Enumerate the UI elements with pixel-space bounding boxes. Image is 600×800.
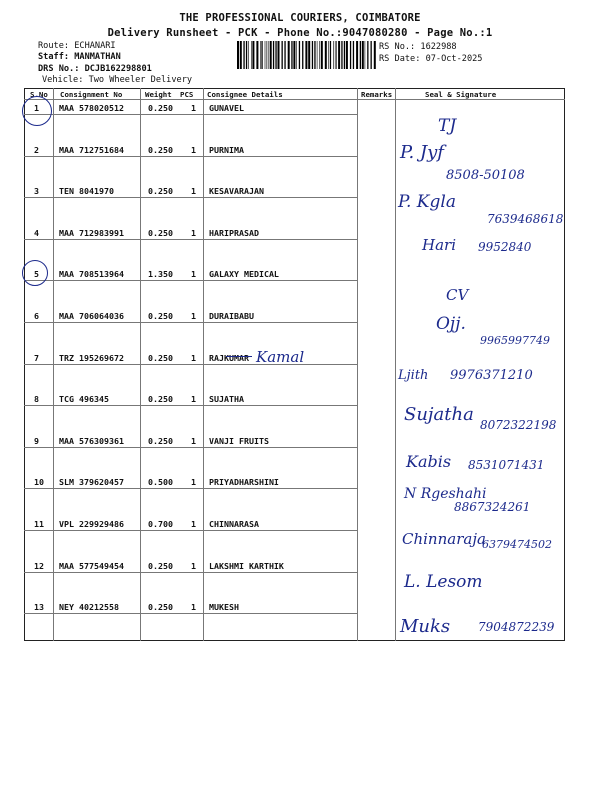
- cell-sno: 7: [34, 352, 39, 363]
- cell-sno: 6: [34, 311, 39, 321]
- phone-row13: 7904872239: [478, 620, 555, 634]
- cell-consignment: MAA 708513964: [59, 269, 124, 280]
- cell-consignment: TCG 496345: [59, 394, 109, 405]
- cell-consignee: HARIPRASAD: [209, 227, 259, 238]
- phone-row9: 8531071431: [468, 458, 545, 472]
- signature-row6: Ojj.: [436, 314, 466, 334]
- cell-weight: 0.250: [148, 602, 173, 613]
- cell-consignment: MAA 577549454: [59, 560, 124, 571]
- cell-consignee: PURNIMA: [209, 144, 244, 155]
- cell-weight: 1.350: [148, 269, 173, 280]
- cell-pcs: 1: [191, 227, 196, 238]
- signature-row4: Hari: [422, 236, 456, 254]
- signature-row8: Sujatha: [404, 404, 474, 425]
- header-remarks: Remarks: [361, 90, 393, 99]
- cell-consignee: PRIYADHARSHINI: [209, 477, 279, 488]
- cell-weight: 0.250: [148, 103, 173, 113]
- staff-label: Staff: MANMATHAN: [38, 52, 121, 62]
- cell-pcs: 1: [191, 435, 196, 446]
- cell-consignment: MAA 712751684: [59, 144, 124, 155]
- phone-row8: 8072322198: [480, 418, 557, 432]
- phone-row3: 7639468618: [487, 212, 564, 226]
- cell-pcs: 1: [191, 103, 196, 113]
- signature-row13: Muks: [400, 616, 451, 637]
- phone-row10: 8867324261: [454, 500, 531, 514]
- cell-weight: 0.250: [148, 186, 173, 197]
- header-weight: Weight: [145, 90, 172, 99]
- cell-pcs: 1: [191, 602, 196, 613]
- handwriting-row1: TJ: [438, 116, 457, 136]
- signature-row2: P. Jyf: [400, 142, 444, 163]
- phone-row6: 9965997749: [480, 334, 550, 347]
- cell-sno: 13: [34, 602, 44, 613]
- signature-row10: N Rgeshahi: [404, 486, 487, 502]
- cell-pcs: 1: [191, 311, 196, 321]
- cell-consignment: MAA 706064036: [59, 311, 124, 321]
- cell-sno: 10: [34, 477, 44, 488]
- ink-circle-row-5: [22, 260, 48, 286]
- cell-consignee: RAJKUMAR: [209, 352, 249, 363]
- signature-row7: Ljith: [398, 368, 429, 383]
- cell-consignee: MUKESH: [209, 602, 239, 613]
- cell-consignee: CHINNARASA: [209, 519, 259, 529]
- cell-sno: 11: [34, 519, 44, 529]
- cell-consignee: DURAIBABU: [209, 311, 254, 321]
- cell-consignment: MAA 576309361: [59, 435, 124, 446]
- cell-consignee: KESAVARAJAN: [209, 186, 264, 197]
- rs-date: RS Date: 07-Oct-2025: [379, 54, 483, 64]
- cell-weight: 0.250: [148, 394, 173, 405]
- signature-row9: Kabis: [406, 452, 452, 471]
- cell-weight: 0.250: [148, 560, 173, 571]
- ink-strike-row-7: [226, 356, 252, 357]
- cell-weight: 0.250: [148, 352, 173, 363]
- cell-consignment: NEY 40212558: [59, 602, 119, 613]
- runsheet-subtitle: Delivery Runsheet - PCK - Phone No.:9047080280 - Page No.:1: [107, 27, 493, 39]
- cell-weight: 0.250: [148, 311, 173, 321]
- drs-number: DRS No.: DCJB162298801: [38, 64, 152, 74]
- cell-sno: 9: [34, 435, 39, 446]
- cell-pcs: 1: [191, 477, 196, 488]
- cell-consignee: SUJATHA: [209, 394, 244, 405]
- phone-row4: 9952840: [478, 240, 532, 254]
- rs-number: RS No.: 1622988: [379, 42, 457, 52]
- cell-sno: 1: [34, 103, 39, 113]
- cell-consignee: LAKSHMI KARTHIK: [209, 560, 284, 571]
- vehicle-label: Vehicle: Two Wheeler Delivery: [42, 75, 193, 85]
- signature-row12: L. Lesom: [404, 572, 483, 592]
- cell-weight: 0.250: [148, 435, 173, 446]
- cell-consignment: MAA 712983991: [59, 227, 124, 238]
- cell-consignee: GUNAVEL: [209, 103, 244, 113]
- phone-row2: 8508-50108: [446, 168, 525, 183]
- cell-sno: 5: [34, 269, 39, 280]
- cell-weight: 0.700: [148, 519, 173, 529]
- handwriting-row5: CV: [446, 286, 469, 304]
- signature-row11: Chinnaraja: [402, 530, 486, 548]
- phone-row7: 9976371210: [450, 368, 533, 383]
- cell-sno: 2: [34, 144, 39, 155]
- header-pcs: PCS: [180, 90, 194, 99]
- cell-sno: 12: [34, 560, 44, 571]
- cell-weight: 0.250: [148, 144, 173, 155]
- cell-pcs: 1: [191, 352, 196, 363]
- cell-consignee: VANJI FRUITS: [209, 435, 269, 446]
- header-sno: S.No: [30, 90, 48, 99]
- cell-consignment: VPL 229929486: [59, 519, 124, 529]
- cell-pcs: 1: [191, 519, 196, 529]
- header-consignee: Consignee Details: [207, 90, 283, 99]
- cell-consignment: SLM 379620457: [59, 477, 124, 488]
- route-label: Route: ECHANARI: [38, 41, 116, 51]
- cell-pcs: 1: [191, 144, 196, 155]
- cell-weight: 0.250: [148, 227, 173, 238]
- note-row7: Kamal: [256, 348, 305, 366]
- cell-sno: 4: [34, 227, 39, 238]
- cell-consignee: GALAXY MEDICAL: [209, 269, 279, 280]
- cell-pcs: 1: [191, 186, 196, 197]
- cell-pcs: 1: [191, 394, 196, 405]
- header-consignment: Consignment No: [60, 90, 123, 99]
- cell-consignment: TRZ 195269672: [59, 352, 124, 363]
- phone-row11: 6379474502: [482, 538, 552, 551]
- cell-sno: 3: [34, 186, 39, 197]
- signature-row3: P. Kgla: [398, 192, 456, 212]
- cell-sno: 8: [34, 394, 39, 405]
- company-title: THE PROFESSIONAL COURIERS, COIMBATORE: [179, 12, 421, 24]
- cell-pcs: 1: [191, 560, 196, 571]
- cell-consignment: TEN 8041970: [59, 186, 114, 197]
- cell-pcs: 1: [191, 269, 196, 280]
- barcode: [236, 41, 376, 69]
- header-seal-signature: Seal & Signature: [425, 90, 497, 99]
- cell-weight: 0.500: [148, 477, 173, 488]
- cell-consignment: MAA 578020512: [59, 103, 124, 113]
- ink-circle-row-1: [22, 96, 52, 126]
